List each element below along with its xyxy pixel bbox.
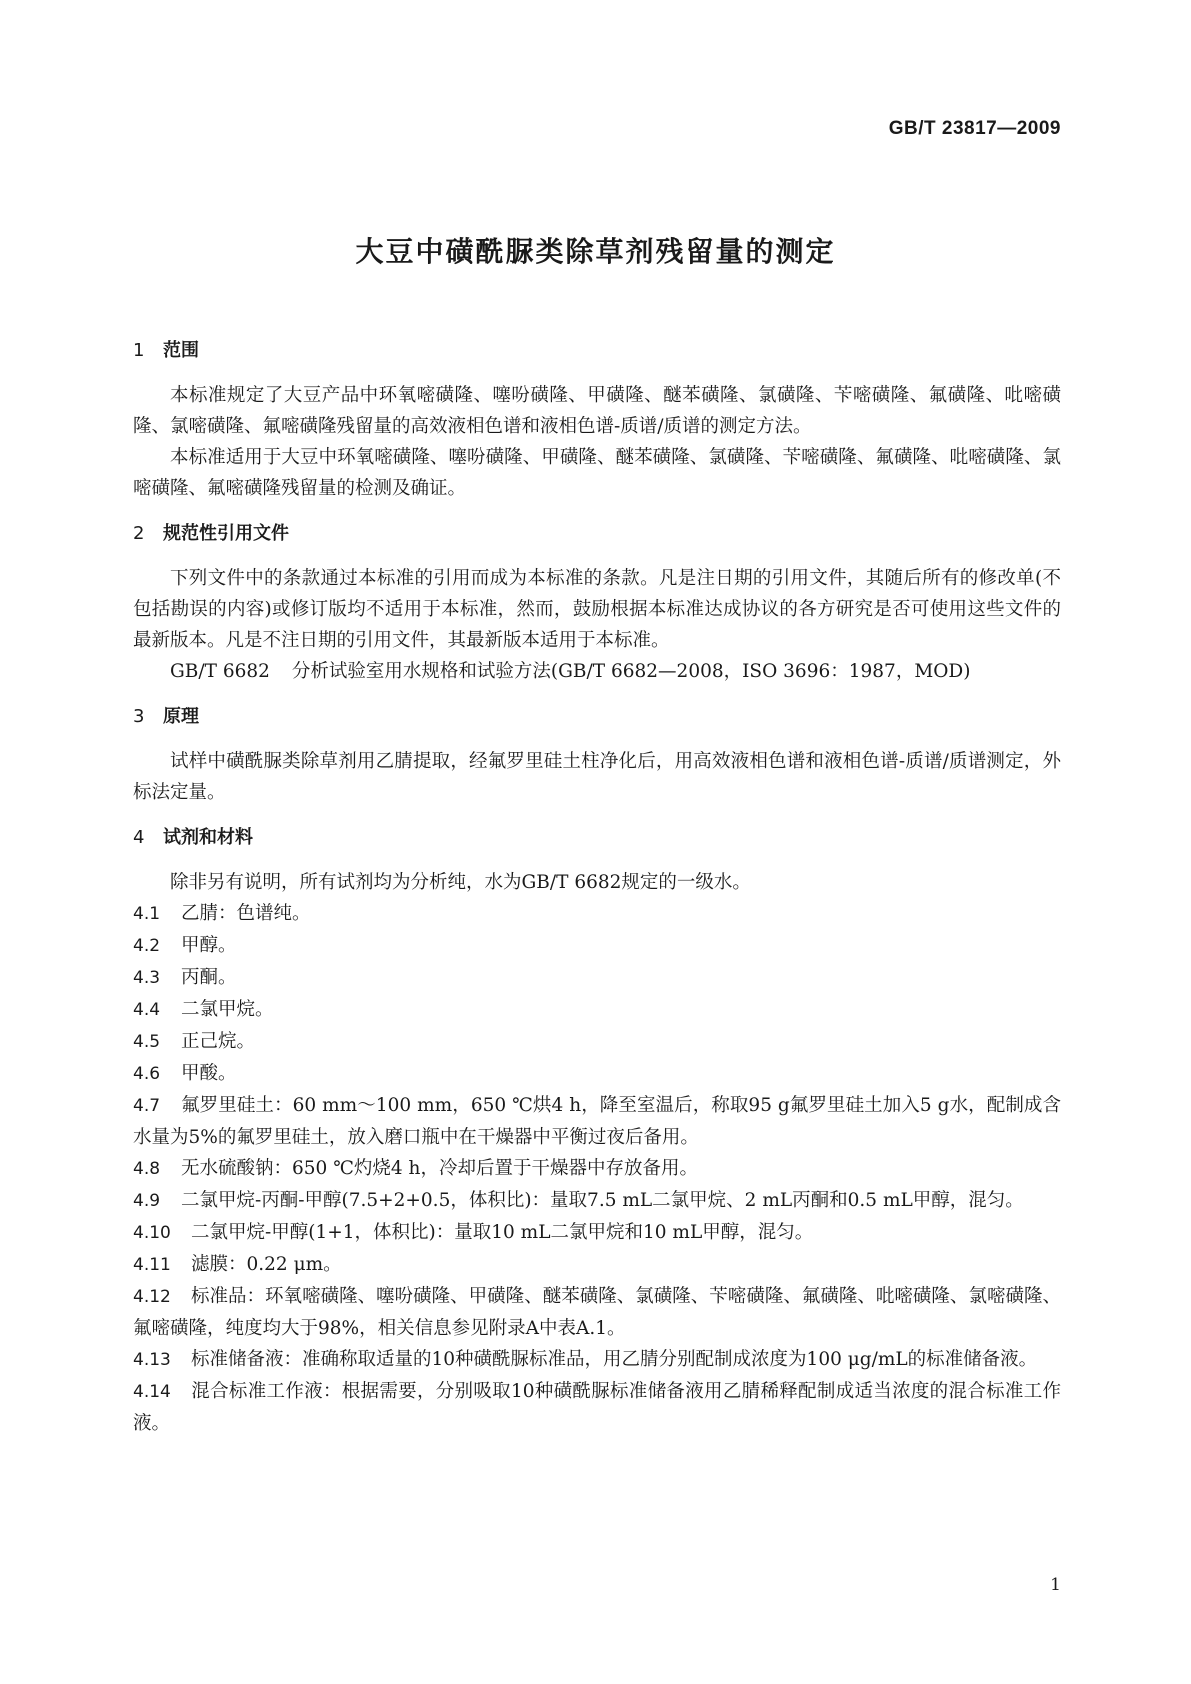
item-text: 混合标准工作液：根据需要，分别吸取10种磺酰脲标准储备液用乙腈稀释配制成适当浓度的混合标准工作液。	[133, 1381, 1061, 1434]
item-text: 正己烷。	[181, 1031, 256, 1052]
list-item	[133, 1376, 1061, 1439]
item-text: 甲酸。	[181, 1063, 237, 1084]
item-number: 4.10	[133, 1223, 171, 1243]
list-item	[133, 1281, 1061, 1344]
item-number: 4.6	[133, 1064, 161, 1084]
paragraph: 下列文件中的条款通过本标准的引用而成为本标准的条款。凡是注日期的引用文件，其随后所有的修改单(不包括勘误的内容)或修订版均不适用于本标准，然而，鼓励根据本标准达成协议的各方研究是否可使用这些文件的最新版本。凡是不注日期的引用文件，其最新版本适用于本标准。	[133, 568, 1061, 651]
item-text: 丙酮。	[181, 967, 237, 988]
list-item	[133, 1058, 1061, 1090]
list-item	[133, 930, 1061, 962]
section-title: 原理	[163, 706, 199, 727]
document-body	[133, 335, 1061, 1439]
list-item	[133, 994, 1061, 1026]
paragraph: 试样中磺酰脲类除草剂用乙腈提取，经氟罗里硅土柱净化后，用高效液相色谱和液相色谱-质谱/质谱测定，外标法定量。	[133, 751, 1061, 803]
list-item	[133, 962, 1061, 994]
standard-code: GB/T 23817—2009	[888, 118, 1061, 139]
item-number: 4.1	[133, 904, 161, 924]
paragraph: 除非另有说明，所有试剂均为分析纯，水为GB/T 6682规定的一级水。	[170, 872, 751, 893]
reference-code: GB/T 6682	[170, 661, 270, 682]
document-title: 大豆中磺酰脲类除草剂残留量的测定	[355, 235, 836, 268]
list-item	[133, 898, 1061, 930]
item-text: 无水硫酸钠：650 ℃灼烧4 h，冷却后置于干燥器中存放备用。	[181, 1158, 698, 1179]
item-number: 4.13	[133, 1350, 171, 1370]
section-number: 4	[133, 827, 145, 848]
item-text: 氟罗里硅土：60 mm～100 mm，650 ℃烘4 h，降至室温后，称取95 g氟罗里硅土加入5 g水，配制成含水量为5%的氟罗里硅土，放入磨口瓶中在干燥器中平衡过夜后备用。	[133, 1095, 1061, 1148]
item-text: 甲醇。	[181, 935, 237, 956]
item-number: 4.9	[133, 1191, 161, 1211]
section-title: 试剂和材料	[163, 827, 253, 848]
item-text: 二氯甲烷-丙酮-甲醇(7.5+2+0.5，体积比)：量取7.5 mL二氯甲烷、2 mL丙酮和0.5 mL甲醇，混匀。	[181, 1190, 1024, 1211]
section-heading-scope	[133, 335, 1061, 366]
section-heading-normative-references	[133, 518, 1061, 549]
section-number: 2	[133, 523, 145, 544]
reference-entry	[133, 656, 1061, 687]
item-number: 4.3	[133, 968, 161, 988]
item-number: 4.8	[133, 1159, 161, 1179]
item-number: 4.2	[133, 936, 161, 956]
item-text: 滤膜：0.22 μm。	[191, 1254, 342, 1275]
item-number: 4.14	[133, 1382, 171, 1402]
section-heading-reagents	[133, 822, 1061, 853]
section-heading-principle	[133, 701, 1061, 732]
item-number: 4.7	[133, 1096, 161, 1116]
item-number: 4.11	[133, 1255, 171, 1275]
section-number: 1	[133, 340, 145, 361]
list-item	[133, 1344, 1061, 1376]
list-item	[133, 1026, 1061, 1058]
list-item	[133, 1090, 1061, 1153]
item-number: 4.4	[133, 1000, 161, 1020]
item-text: 乙腈：色谱纯。	[181, 903, 311, 924]
section-title: 范围	[163, 340, 199, 361]
section-title: 规范性引用文件	[163, 523, 289, 544]
list-item	[133, 1153, 1061, 1185]
paragraph: 本标准规定了大豆产品中环氧嘧磺隆、噻吩磺隆、甲磺隆、醚苯磺隆、氯磺隆、苄嘧磺隆、氟磺隆、吡嘧磺隆、氯嘧磺隆、氟嘧磺隆残留量的高效液相色谱和液相色谱-质谱/质谱的测定方法。	[133, 385, 1061, 437]
item-text: 标准品：环氧嘧磺隆、噻吩磺隆、甲磺隆、醚苯磺隆、氯磺隆、苄嘧磺隆、氟磺隆、吡嘧磺隆、氯嘧磺隆、氟嘧磺隆，纯度均大于98%，相关信息参见附录A中表A.1。	[133, 1286, 1061, 1339]
item-number: 4.12	[133, 1287, 171, 1307]
item-text: 二氯甲烷。	[181, 999, 274, 1020]
item-number: 4.5	[133, 1032, 161, 1052]
list-item	[133, 1185, 1061, 1217]
paragraph: 本标准适用于大豆中环氧嘧磺隆、噻吩磺隆、甲磺隆、醚苯磺隆、氯磺隆、苄嘧磺隆、氟磺隆、吡嘧磺隆、氯嘧磺隆、氟嘧磺隆残留量的检测及确证。	[133, 447, 1061, 499]
item-text: 标准储备液：准确称取适量的10种磺酰脲标准品，用乙腈分别配制成浓度为100 μg/mL的标准储备液。	[191, 1349, 1038, 1370]
reference-text: 分析试验室用水规格和试验方法(GB/T 6682—2008，ISO 3696：1987，MOD)	[291, 661, 971, 682]
section-number: 3	[133, 706, 145, 727]
item-text: 二氯甲烷-甲醇(1+1，体积比)：量取10 mL二氯甲烷和10 mL甲醇，混匀。	[191, 1222, 814, 1243]
page-number: 1	[1050, 1575, 1061, 1595]
list-item	[133, 1249, 1061, 1281]
list-item	[133, 1217, 1061, 1249]
